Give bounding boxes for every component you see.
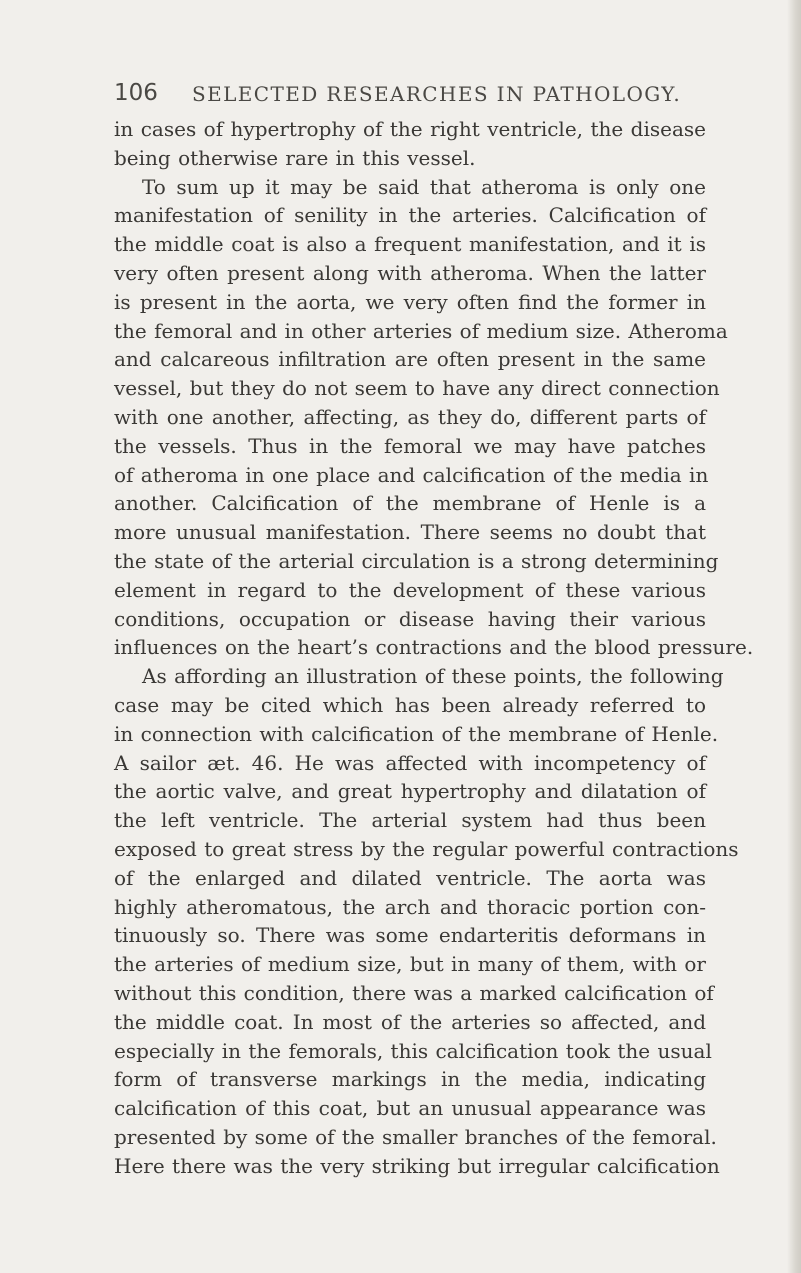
text-line: the state of the arterial circulation is a strong determining <box>114 548 719 573</box>
text-line: with one another, affecting, as they do, different parts of <box>114 404 706 429</box>
text-line: element in regard to the development of these various <box>114 577 706 602</box>
text-line: influences on the heart’s contractions and the blood pressure. <box>114 635 754 660</box>
page-edge-shadow <box>787 0 801 1273</box>
text-line: calcification of this coat, but an unusual appearance was <box>114 1096 706 1121</box>
text-line: the aortic valve, and great hypertrophy and dilatation of <box>114 779 706 804</box>
page-number: 106 <box>114 80 158 106</box>
text-line: very often present along with atheroma. When the latter <box>114 260 706 285</box>
running-head <box>114 78 704 108</box>
text-line: more unusual manifestation. There seems no doubt that <box>114 520 706 545</box>
body-text <box>114 115 754 1180</box>
text-line: the middle coat. In most of the arteries so affected, and <box>114 1009 706 1034</box>
text-line: manifestation of senility in the arteries. Calcification of <box>114 203 706 228</box>
text-line: the arteries of medium size, but in many of them, with or <box>114 952 706 977</box>
text-line: and calcareous infiltration are often present in the same <box>114 347 706 372</box>
text-line: Here there was the very striking but irregular calcification <box>114 1153 720 1178</box>
text-line: in connection with calcification of the membrane of Henle. <box>114 721 719 746</box>
running-title: SELECTED RESEARCHES IN PATHOLOGY. <box>192 82 682 106</box>
text-line: of the enlarged and dilated ventricle. The aorta was <box>114 865 706 890</box>
text-line: is present in the aorta, we very often find the former in <box>114 289 706 314</box>
text-line: case may be cited which has been already referred to <box>114 692 706 717</box>
text-line: conditions, occupation or disease having their various <box>114 606 706 631</box>
text-line: the left ventricle. The arterial system had thus been <box>114 808 706 833</box>
text-line: the femoral and in other arteries of medium size. Atheroma <box>114 318 728 343</box>
text-line: vessel, but they do not seem to have any direct connection <box>114 376 720 401</box>
text-line: without this condition, there was a marked calcification of <box>114 980 714 1005</box>
text-line: As affording an illustration of these points, the following <box>142 664 724 689</box>
text-line: being otherwise rare in this vessel. <box>114 145 476 170</box>
text-line: presented by some of the smaller branches of the femoral. <box>114 1124 717 1149</box>
text-line: in cases of hypertrophy of the right ventricle, the disease <box>114 117 706 141</box>
text-line: A sailor æt. 46. He was affected with incompetency of <box>114 750 706 775</box>
text-line: another. Calcification of the membrane of Henle is a <box>114 491 706 516</box>
text-line: especially in the femorals, this calcification took the usual <box>114 1038 712 1063</box>
text-line: tinuously so. There was some endarteritis deformans in <box>114 923 706 948</box>
text-line: exposed to great stress by the regular powerful contractions <box>114 836 739 861</box>
text-line: highly atheromatous, the arch and thoracic portion con- <box>114 894 706 919</box>
text-line: To sum up it may be said that atheroma is only one <box>142 174 706 199</box>
text-line: form of transverse markings in the media, indicating <box>114 1067 706 1092</box>
text-line: of atheroma in one place and calcification of the media in <box>114 462 709 487</box>
text-line: the middle coat is also a frequent manifestation, and it is <box>114 232 706 257</box>
text-line: the vessels. Thus in the femoral we may have patches <box>114 433 706 458</box>
